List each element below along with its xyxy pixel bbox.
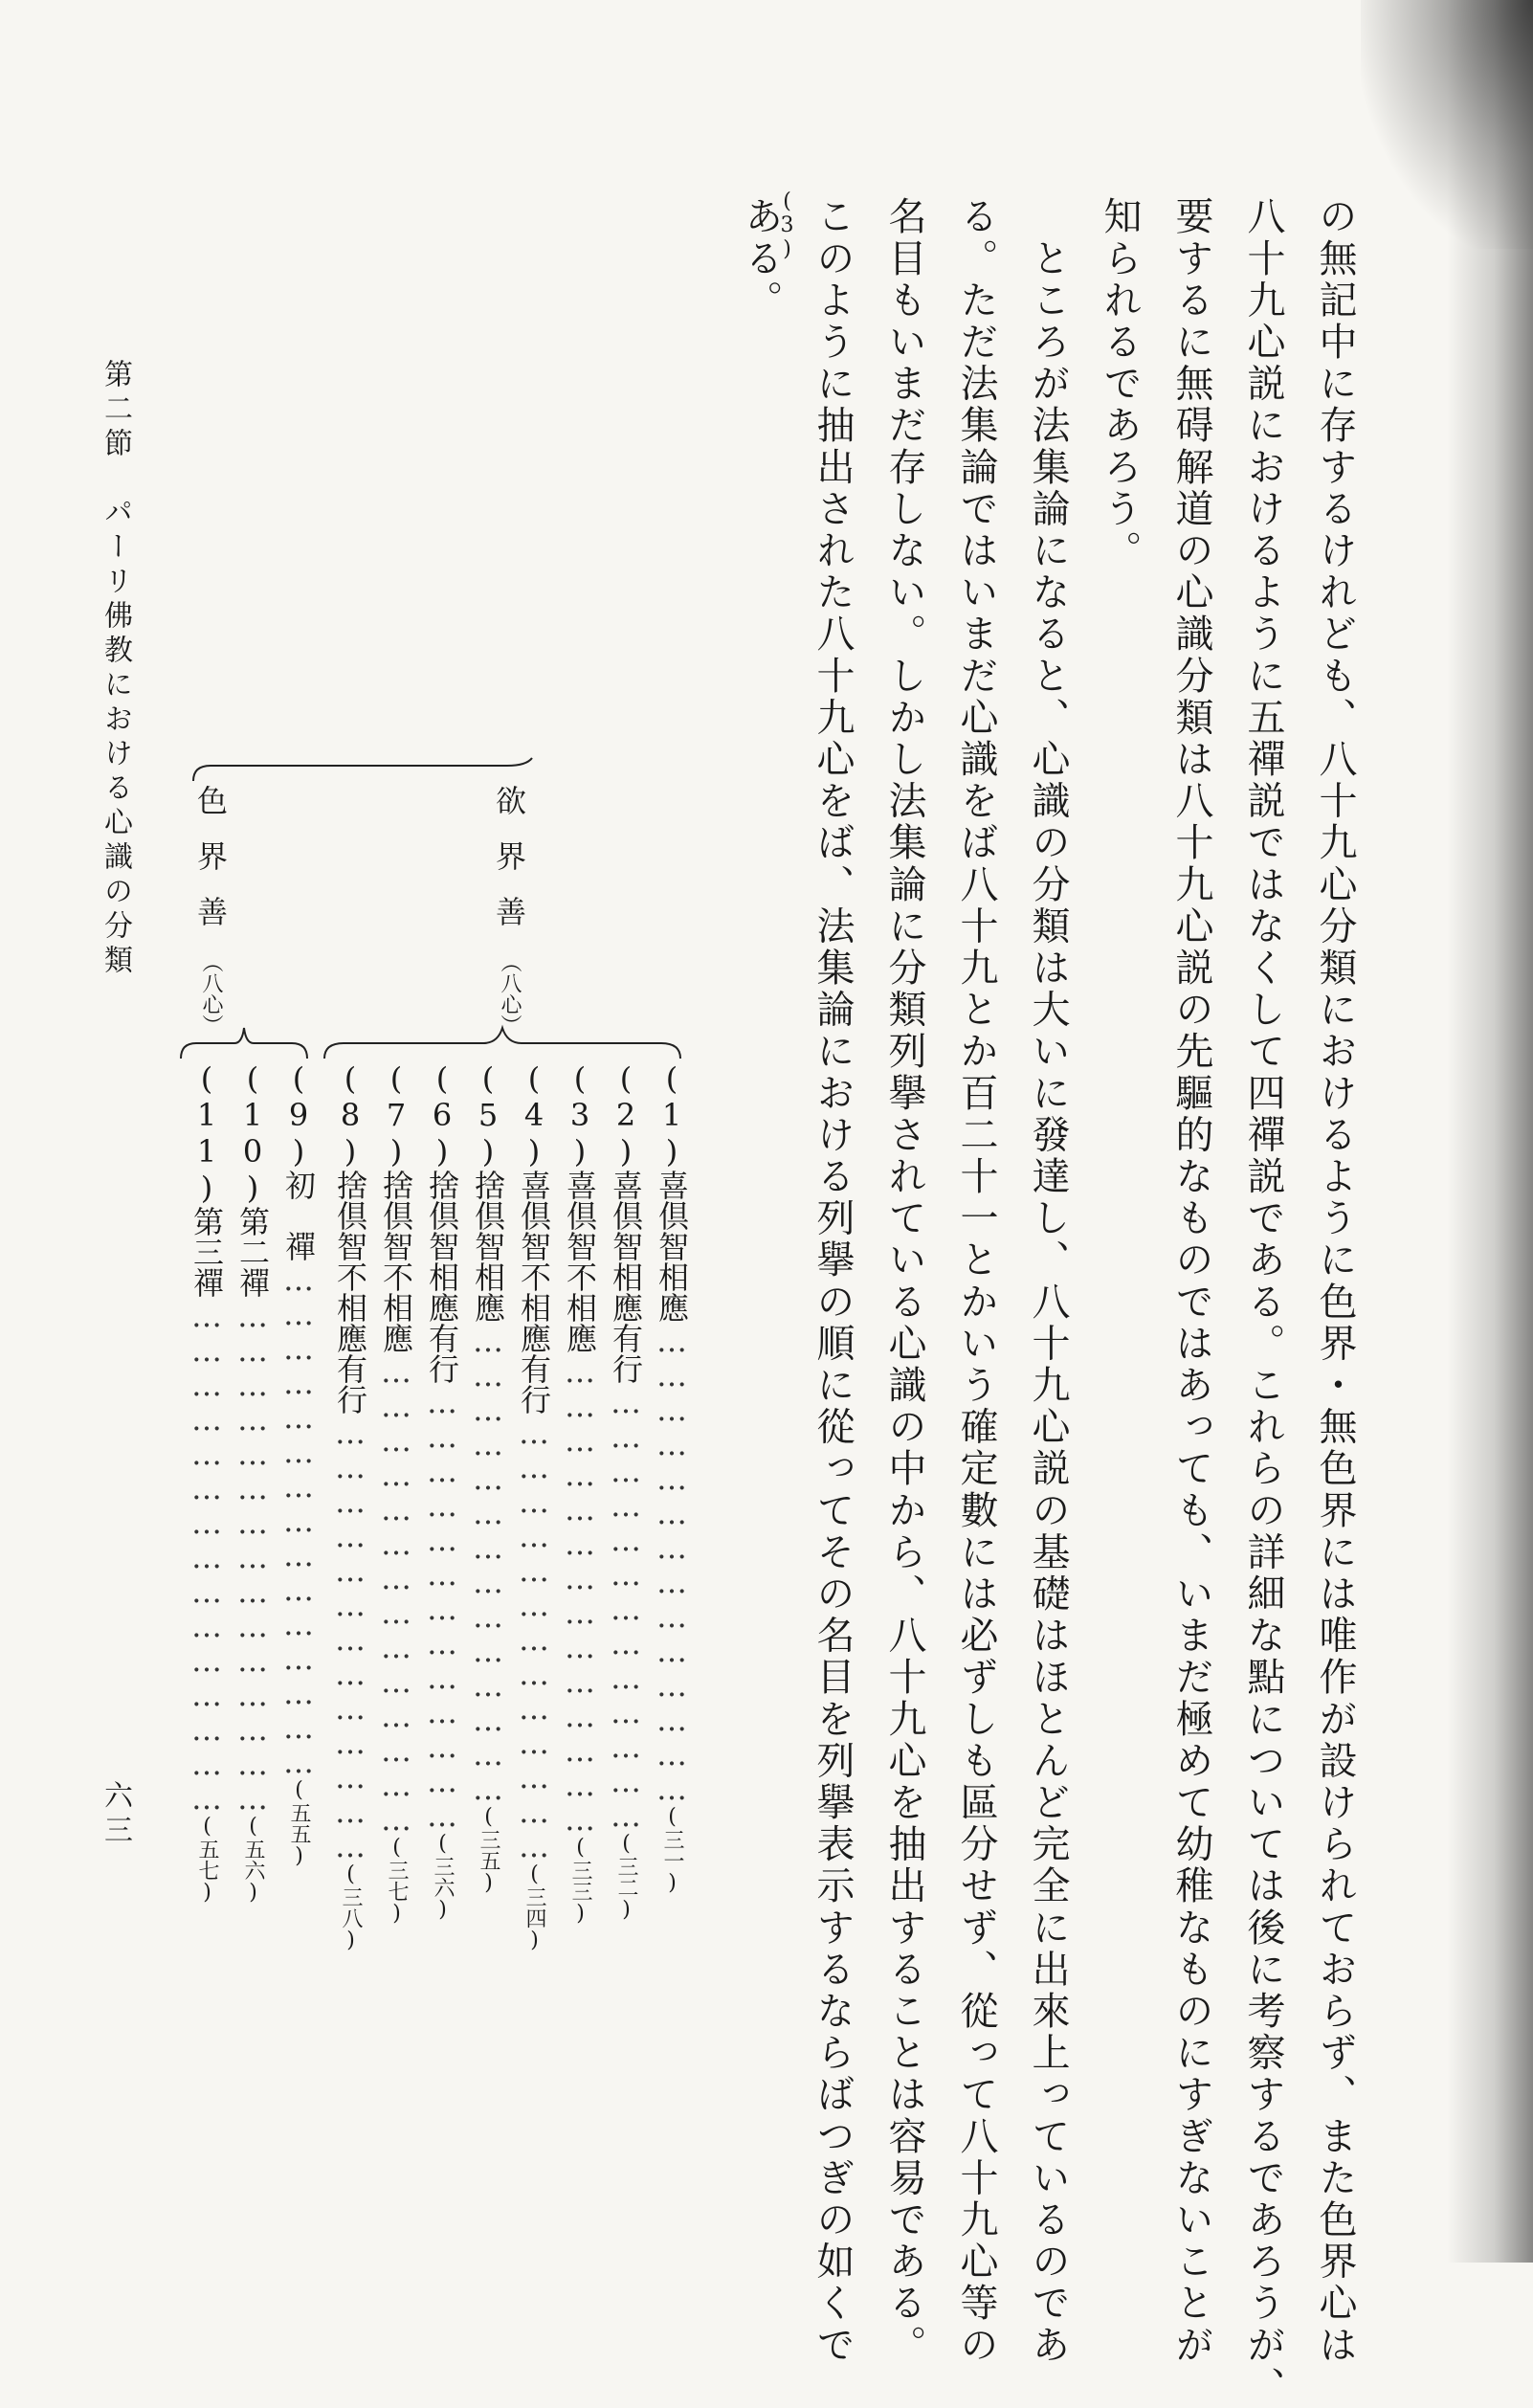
leader-dots: ………………………………… (424, 1384, 460, 1832)
entry-name: 捨倶智相應有行 (424, 1170, 460, 1384)
body-line-5: ところが法集論になると、心識の分類は大いに發達し、八十九心説の基礎はほとんど完全に出來上っているのであ (1026, 196, 1070, 2367)
scan-shadow-corner (1361, 0, 1533, 249)
entry-ref: (三二) (614, 1832, 638, 1922)
entry-name: 喜倶智相應 (654, 1170, 690, 1323)
entry-ref: (三五) (477, 1805, 500, 1895)
category-note: （八心） (498, 951, 522, 1036)
brace-group-kamavacara (321, 1024, 684, 1062)
entry-number: (11) (189, 1060, 225, 1206)
list-item (467, 1060, 509, 1895)
list-item (513, 1060, 555, 1952)
body-line-2: 八十九心説におけるように五禪説ではなくして四禪説である。これらの詳細な點については後に考察するであろうが、 (1241, 196, 1285, 2408)
leader-dots: ………………………………… (332, 1415, 368, 1862)
entry-number: (3) (562, 1060, 598, 1170)
body-line-1: の無記中に存するけれども、八十九心分類におけるように色界・無色界には唯作が設けられておらず、また色界心は (1313, 196, 1357, 2367)
entry-number: (5) (470, 1060, 506, 1170)
body-line-6: る。ただ法集論ではいまだ心識をば八十九とか百二十一とかいう確定數には必ずしも區分せず、從って八十九心等の (954, 196, 998, 2367)
page-number: 六三 (99, 1780, 132, 1849)
entry-name: 初 禪 (280, 1170, 317, 1261)
category-note: （八心） (199, 951, 223, 1036)
entry-name: 捨倶智相應 (470, 1170, 506, 1323)
leader-dots: …………………………………… (378, 1353, 414, 1836)
body-line-3: 要するに無碍解道の心識分類は八十九心説の先驅的なものではあっても、いまだ極めて幼稚なものにすぎないことが (1169, 196, 1213, 2367)
entry-number: (10) (234, 1060, 271, 1206)
body-line-9: ある。 (739, 196, 783, 322)
running-head: 第二節 パーリ佛教における心識の分類 (99, 359, 132, 979)
entry-number: (8) (332, 1060, 368, 1170)
footnote-mark: (3) (775, 190, 799, 261)
category-brace-top (191, 756, 536, 785)
brace-group-rupavacara (177, 1024, 311, 1062)
category-label-rupavacara (189, 785, 232, 1036)
entry-number: (4) (516, 1060, 552, 1170)
list-item (375, 1060, 417, 1926)
entry-ref: (三八) (339, 1862, 363, 1952)
entry-name: 喜倶智不相應 (562, 1170, 598, 1353)
leader-dots: …………………………………… (562, 1353, 598, 1836)
entry-ref: (三四) (522, 1862, 546, 1952)
entry-ref: (三七) (385, 1836, 409, 1926)
leader-dots: …………………………………… (470, 1323, 506, 1805)
leader-dots: ……………………………………… (234, 1298, 271, 1815)
entry-ref: (三三) (568, 1836, 592, 1926)
category-label-kamavacara (488, 785, 530, 1036)
entry-name: 捨倶智不相應有行 (332, 1170, 368, 1415)
entry-name: 捨倶智不相應 (378, 1170, 414, 1353)
list-item (651, 1060, 693, 1895)
leader-dots: ………………………………… (608, 1384, 644, 1832)
body-line-4: 知られるであろう。 (1098, 196, 1142, 572)
entry-ref: (三六) (431, 1832, 455, 1922)
body-line-8 (804, 196, 861, 2366)
list-item (605, 1060, 647, 1922)
leader-dots: ……………………………………… (280, 1261, 317, 1778)
entry-name: 喜倶智不相應有行 (516, 1170, 552, 1415)
entry-name: 第二禪 (234, 1206, 271, 1298)
entry-name: 喜倶智相應有行 (608, 1170, 644, 1384)
category-label-text: 欲界善 (491, 785, 527, 951)
entry-ref: (五五) (287, 1778, 311, 1868)
entry-number: (9) (280, 1060, 317, 1170)
body-line-7: 名目もいまだ存しない。しかし法集論に分類列擧されている心識の中から、八十九心を抽出することは容易である。 (882, 196, 926, 2367)
list-item (421, 1060, 463, 1922)
scan-shadow-edge (1447, 0, 1533, 2263)
list-item (329, 1060, 371, 1952)
list-item (559, 1060, 601, 1926)
leader-dots: …………………………………… (654, 1323, 690, 1805)
list-item (278, 1060, 320, 1868)
list-item (232, 1060, 274, 1905)
entry-ref: (三一) (660, 1805, 684, 1895)
leader-dots: ………………………………… (516, 1415, 552, 1862)
body-line-8-text: このように抽出された八十九心をば、法集論における列擧の順に從ってその名目を列擧表示するならばつぎの如くで (811, 196, 855, 2367)
entry-number: (1) (654, 1060, 690, 1170)
entry-number: (7) (378, 1060, 414, 1170)
leader-dots: ……………………………………… (189, 1298, 225, 1815)
entry-number: (2) (608, 1060, 644, 1170)
category-label-text: 色界善 (192, 785, 229, 951)
entry-number: (6) (424, 1060, 460, 1170)
entry-ref: (五七) (195, 1815, 219, 1905)
entry-name: 第三禪 (189, 1206, 225, 1298)
list-item (186, 1060, 228, 1905)
entry-ref: (五六) (241, 1815, 265, 1905)
